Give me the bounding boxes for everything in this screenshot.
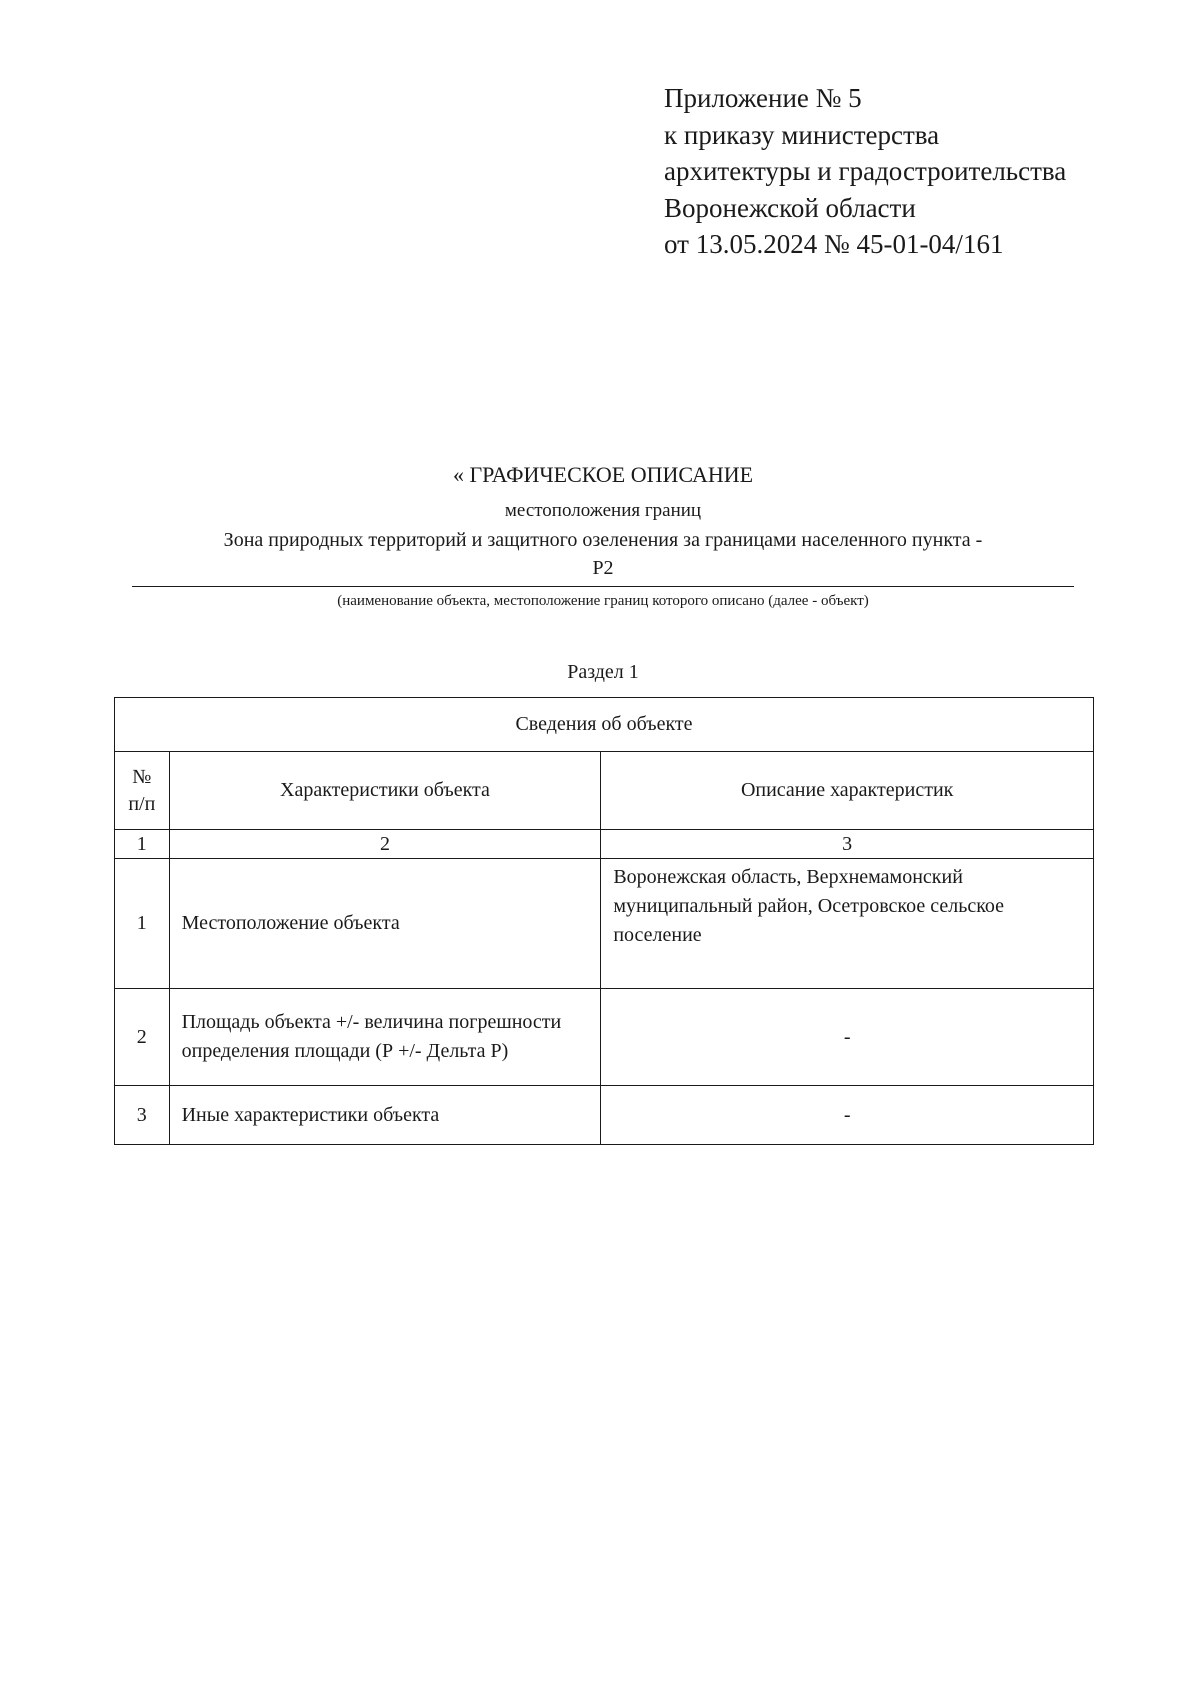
row-number: 3 [115,1086,170,1145]
column-number-row [115,830,1094,859]
row-description: - [601,1086,1094,1145]
header-number-symbol: № [132,765,152,788]
appendix-number: Приложение № 5 [664,83,862,113]
row-characteristic: Местоположение объекта [169,859,601,989]
object-name-line2: Р2 [592,557,614,579]
document-subtitle: местоположения границ [504,500,702,521]
header-number [115,752,170,830]
object-name-line1: Зона природных территорий и защитного озеленения за границами населенного пункта - [223,529,983,551]
column-number: 2 [169,830,601,859]
table-caption-row [115,698,1094,752]
table-header-row [115,752,1094,830]
appendix-region: Воронежской области [664,192,916,223]
row-characteristic: Площадь объекта +/- величина погрешности определения площади (Р +/- Дельта Р) [169,989,601,1086]
table-row [115,859,1094,989]
document-title: « ГРАФИЧЕСКОЕ ОПИСАНИЕ [452,462,754,487]
appendix-order-ref: к приказу министерства [664,119,940,150]
column-number: 3 [601,830,1094,859]
header-characteristics: Характеристики объекта [169,752,601,830]
appendix-header [664,80,1066,263]
row-number: 1 [115,859,170,989]
column-number: 1 [115,830,170,859]
table-row [115,989,1094,1086]
row-characteristic: Иные характеристики объекта [169,1086,601,1145]
header-description: Описание характеристик [601,752,1094,830]
document-title-block [132,460,1074,611]
row-description: Воронежская область, Верхнемамонский муниципальный район, Осетровское сельское поселение [601,859,1094,989]
appendix-order-date: от 13.05.2024 № 45-01-04/161 [664,229,1004,259]
object-info-table [114,697,1094,1145]
section-label: Раздел 1 [567,661,639,683]
object-name-note: (наименование объекта, местоположение границ которого описано (далее - объект) [337,593,869,609]
table-row [115,1086,1094,1145]
table-caption: Сведения об объекте [115,698,1094,752]
row-number: 2 [115,989,170,1086]
header-number-abbr: п/п [128,792,156,815]
appendix-ministry: архитектуры и градостроительства [664,156,1067,186]
object-name-underline [132,586,1074,587]
row-description: - [601,989,1094,1086]
